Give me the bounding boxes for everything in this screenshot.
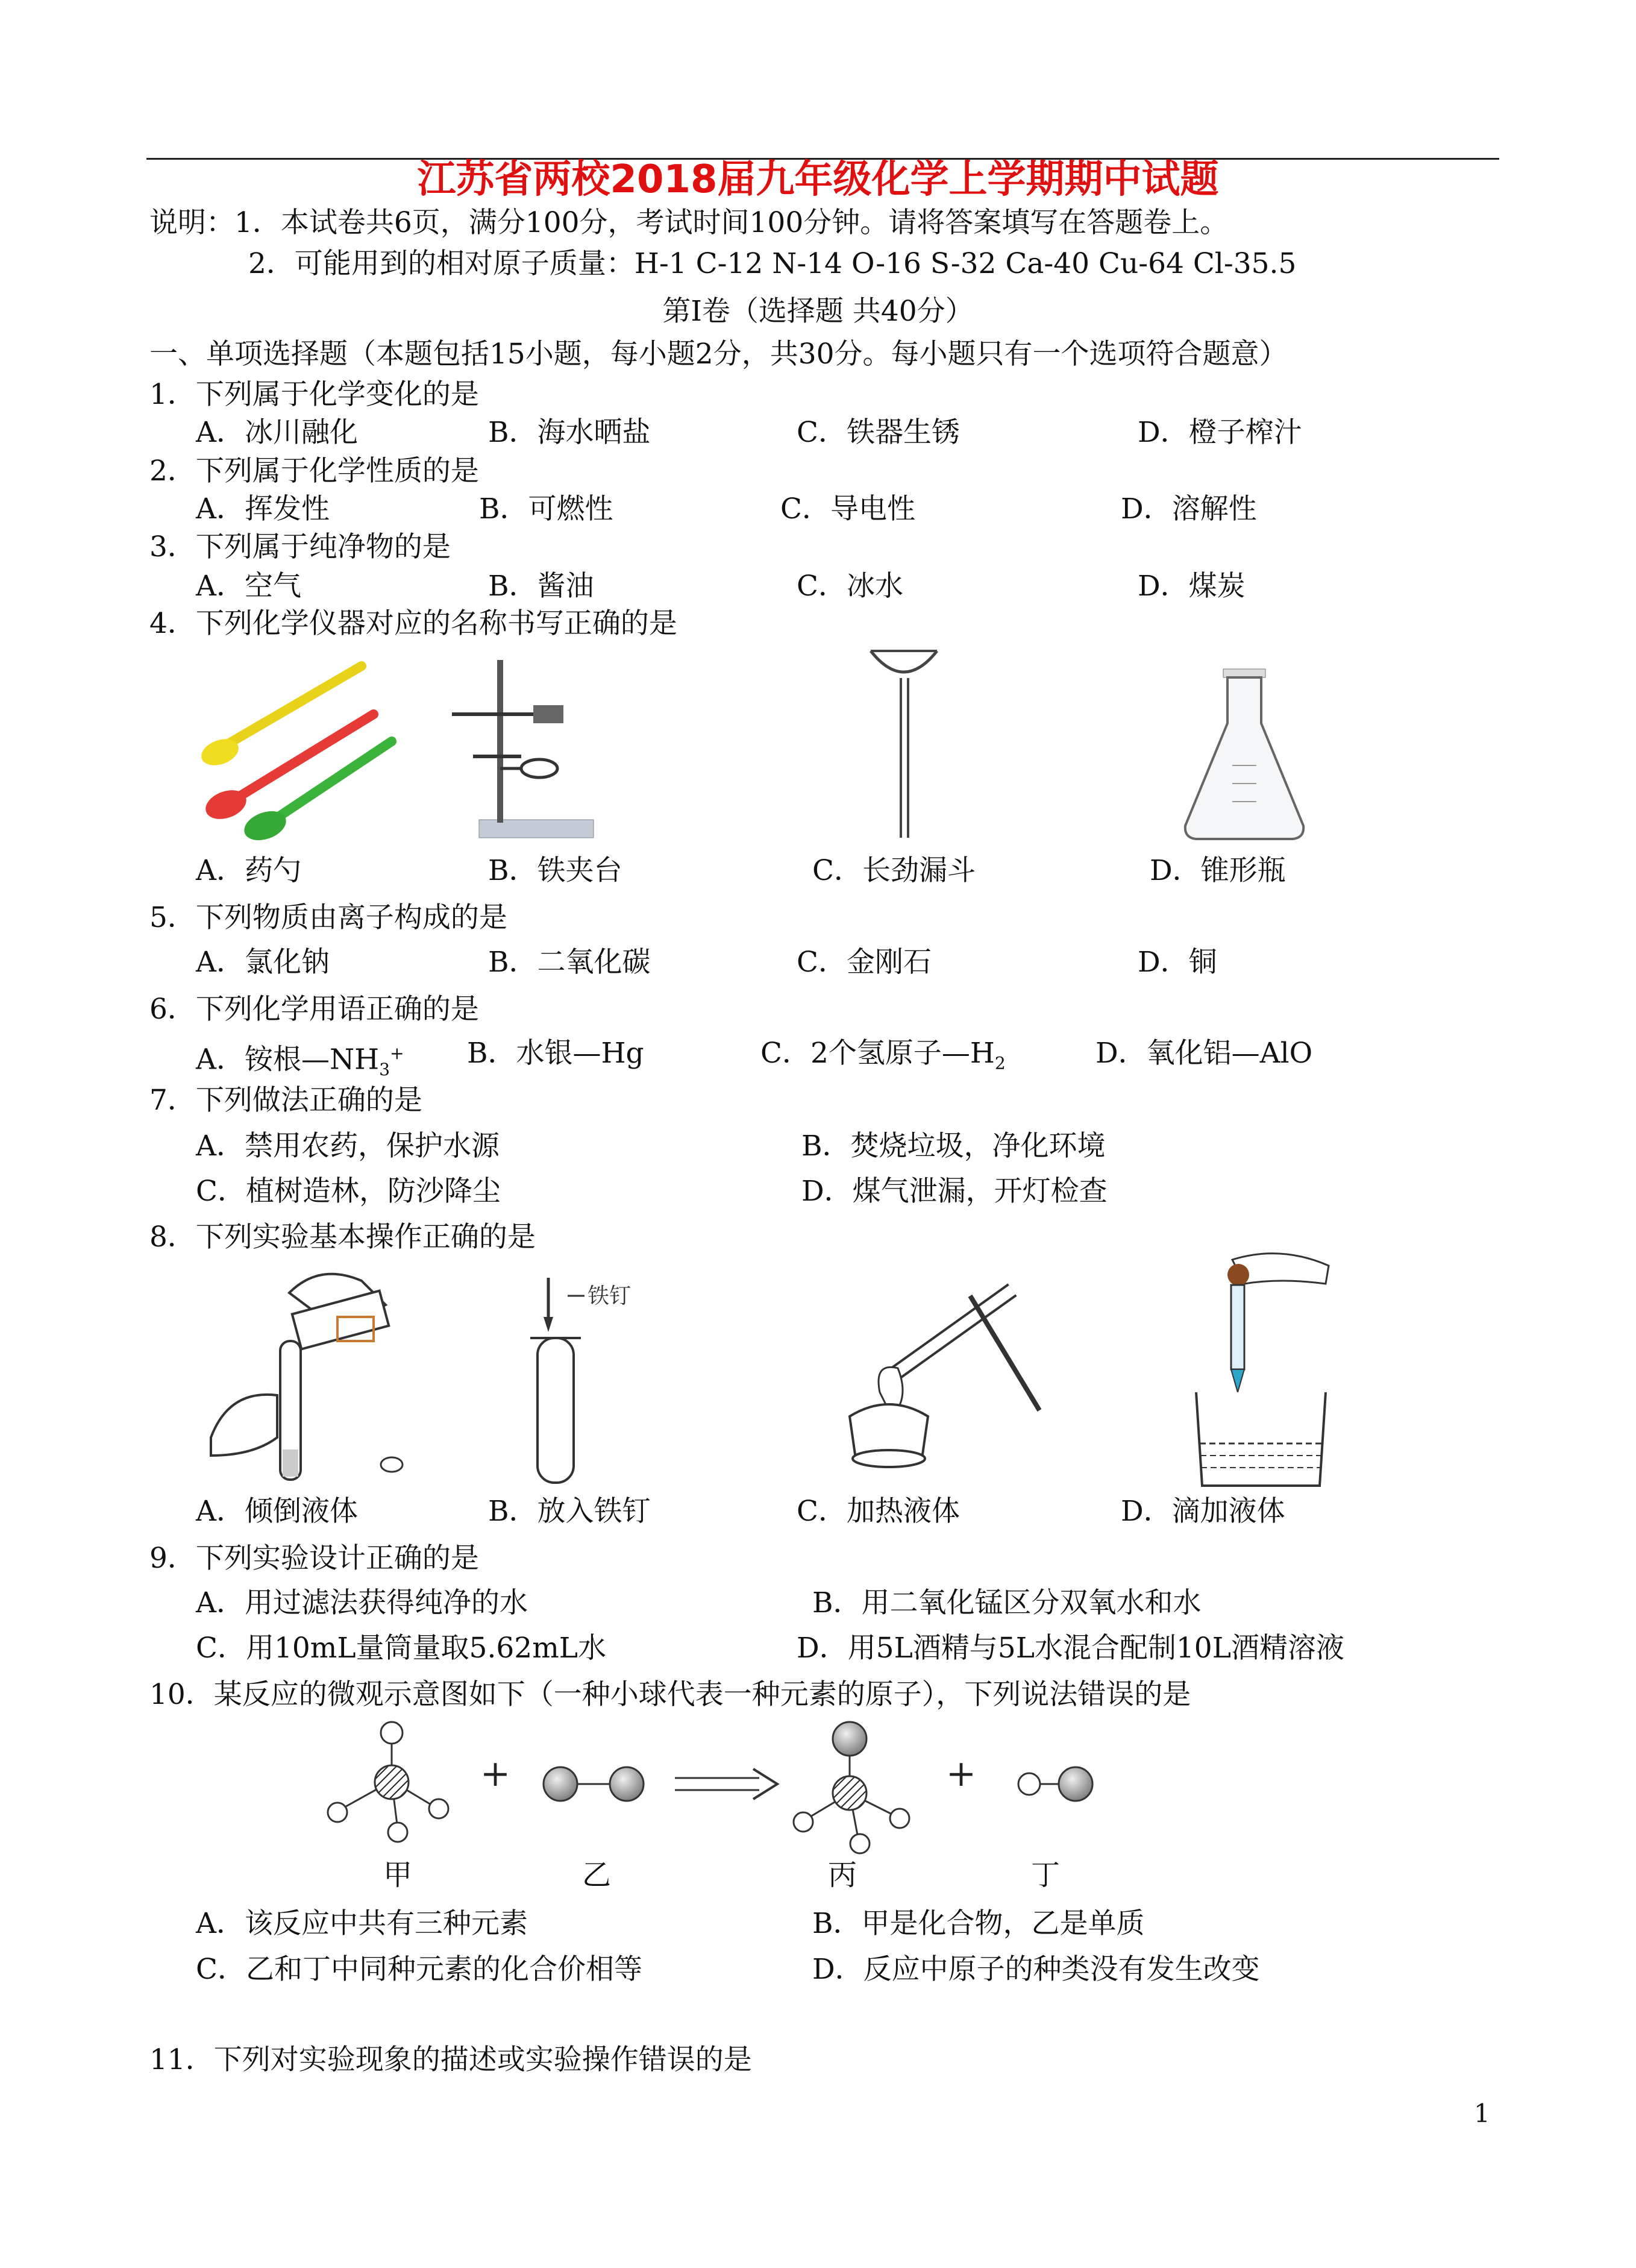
label-jia: 甲 bbox=[383, 1858, 413, 1892]
molecule-jia bbox=[328, 1722, 448, 1842]
label-yi: 乙 bbox=[581, 1858, 612, 1892]
plus-sign-1: + bbox=[480, 1753, 511, 1795]
note-1: 说明：1．本试卷共6页，满分100分，考试时间100分钟。请将答案填写在答题卷上。 bbox=[149, 206, 1229, 239]
q11-stem: 11．下列对实验现象的描述或实验操作错误的是 bbox=[149, 2043, 752, 2076]
q8-stem: 8．下列实验基本操作正确的是 bbox=[149, 1220, 536, 1254]
q1-option-a: A．冰川融化 bbox=[196, 416, 358, 449]
q5-option-d: D．铜 bbox=[1138, 946, 1217, 979]
q10-option-a: A．该反应中共有三种元素 bbox=[196, 1907, 528, 1940]
nail-label: 铁钉 bbox=[588, 1284, 632, 1308]
volume-heading: 第Ⅰ卷（选择题 共40分） bbox=[662, 295, 974, 328]
heating-liquid-image bbox=[832, 1272, 1048, 1477]
q6-option-a bbox=[196, 1035, 404, 1088]
q2-stem: 2．下列属于化学性质的是 bbox=[149, 454, 479, 488]
q6-stem: 6．下列化学用语正确的是 bbox=[149, 993, 479, 1026]
q8-option-a: A．倾倒液体 bbox=[196, 1495, 358, 1528]
q7-option-d: D．煤气泄漏，开灯检查 bbox=[801, 1175, 1108, 1208]
q6-c-sub: 2 bbox=[994, 1053, 1006, 1073]
q5-stem: 5．下列物质由离子构成的是 bbox=[149, 901, 507, 934]
page-number: 1 bbox=[1474, 2099, 1490, 2128]
q4-option-c: C．长劲漏斗 bbox=[812, 854, 976, 887]
q6-c-text: C．2个氢原子—H bbox=[760, 1037, 995, 1070]
q9-option-b: B．用二氧化锰区分双氧水和水 bbox=[812, 1586, 1202, 1619]
iron-stand-image bbox=[449, 657, 618, 844]
q10-option-b: B．甲是化合物，乙是单质 bbox=[812, 1907, 1145, 1940]
exam-title: 江苏省两校2018届九年级化学上学期期中试题 bbox=[417, 157, 1219, 202]
molecule-bing bbox=[794, 1722, 909, 1853]
molecule-yi bbox=[544, 1767, 644, 1801]
spoons-image bbox=[193, 657, 410, 844]
label-bing: 丙 bbox=[827, 1858, 857, 1892]
q1-option-b: B．海水晒盐 bbox=[488, 416, 651, 449]
q8-option-c: C．加热液体 bbox=[797, 1495, 960, 1528]
label-ding: 丁 bbox=[1030, 1858, 1061, 1892]
q2-option-b: B．可燃性 bbox=[479, 492, 613, 526]
q6-option-c bbox=[760, 1035, 1006, 1081]
q3-option-b: B．酱油 bbox=[488, 570, 594, 603]
q5-option-b: B．二氧化碳 bbox=[488, 946, 651, 979]
q3-option-a: A．空气 bbox=[196, 570, 301, 603]
q6-a-sub: 3 bbox=[379, 1060, 390, 1080]
q3-stem: 3．下列属于纯净物的是 bbox=[149, 530, 451, 564]
q6-a-text: A．铵根—NH bbox=[196, 1043, 380, 1076]
q9-option-c: C．用10mL量筒量取5.62mL水 bbox=[196, 1632, 606, 1665]
q9-option-a: A．用过滤法获得纯净的水 bbox=[196, 1586, 528, 1619]
q2-option-a: A．挥发性 bbox=[196, 492, 330, 526]
reaction-arrow bbox=[675, 1769, 777, 1799]
q7-option-b: B．焚烧垃圾，净化环境 bbox=[801, 1129, 1106, 1163]
note-2: 2．可能用到的相对原子质量：H-1 C-12 N-14 O-16 S-32 Ca-40 Cu-64 Cl-35.5 bbox=[248, 247, 1297, 280]
q7-option-a: A．禁用农药，保护水源 bbox=[196, 1129, 500, 1163]
q7-option-c: C．植树造林，防沙降尘 bbox=[196, 1175, 501, 1208]
q5-option-c: C．金刚石 bbox=[797, 946, 932, 979]
q4-option-b: B．铁夹台 bbox=[488, 854, 622, 887]
conical-flask-image bbox=[1178, 663, 1311, 844]
q6-a-sup: + bbox=[390, 1043, 404, 1063]
q9-option-d: D．用5L酒精与5L水混合配制10L酒精溶液 bbox=[797, 1632, 1344, 1665]
q10-option-c: C．乙和丁中同种元素的化合价相等 bbox=[196, 1953, 642, 1986]
q4-option-a: A．药勺 bbox=[196, 854, 301, 887]
q2-option-d: D．溶解性 bbox=[1121, 492, 1257, 526]
q3-option-d: D．煤炭 bbox=[1138, 570, 1246, 603]
q8-option-d: D．滴加液体 bbox=[1121, 1495, 1285, 1528]
q5-option-a: A．氯化钠 bbox=[196, 946, 330, 979]
q10-stem: 10．某反应的微观示意图如下（一种小球代表一种元素的原子），下列说法错误的是 bbox=[149, 1678, 1191, 1711]
plus-sign-2: + bbox=[945, 1753, 977, 1795]
q1-option-d: D．橙子榨汁 bbox=[1138, 416, 1302, 449]
q1-option-c: C．铁器生锈 bbox=[797, 416, 960, 449]
dropping-liquid-image bbox=[1190, 1248, 1347, 1489]
q2-option-c: C．导电性 bbox=[780, 492, 915, 526]
q4-option-d: D．锥形瓶 bbox=[1150, 854, 1286, 887]
reaction-diagram bbox=[319, 1715, 1452, 1896]
q6-option-d: D．氧化铝—AlO bbox=[1095, 1037, 1313, 1070]
q9-stem: 9．下列实验设计正确的是 bbox=[149, 1542, 479, 1575]
q6-option-b: B．水银—Hg bbox=[467, 1037, 644, 1070]
q8-option-b: B．放入铁钉 bbox=[488, 1495, 651, 1528]
q1-stem: 1．下列属于化学变化的是 bbox=[149, 378, 479, 411]
iron-nail-image bbox=[530, 1272, 687, 1489]
q3-option-c: C．冰水 bbox=[797, 570, 903, 603]
molecule-ding bbox=[1018, 1767, 1092, 1801]
q4-stem: 4．下列化学仪器对应的名称书写正确的是 bbox=[149, 607, 677, 640]
section-heading: 一、单项选择题（本题包括15小题，每小题2分，共30分。每小题只有一个选项符合题意） bbox=[149, 338, 1288, 371]
pouring-liquid-image bbox=[205, 1257, 422, 1489]
funnel-image bbox=[856, 639, 952, 844]
q10-option-d: D．反应中原子的种类没有发生改变 bbox=[812, 1953, 1260, 1986]
q7-stem: 7．下列做法正确的是 bbox=[149, 1084, 422, 1117]
